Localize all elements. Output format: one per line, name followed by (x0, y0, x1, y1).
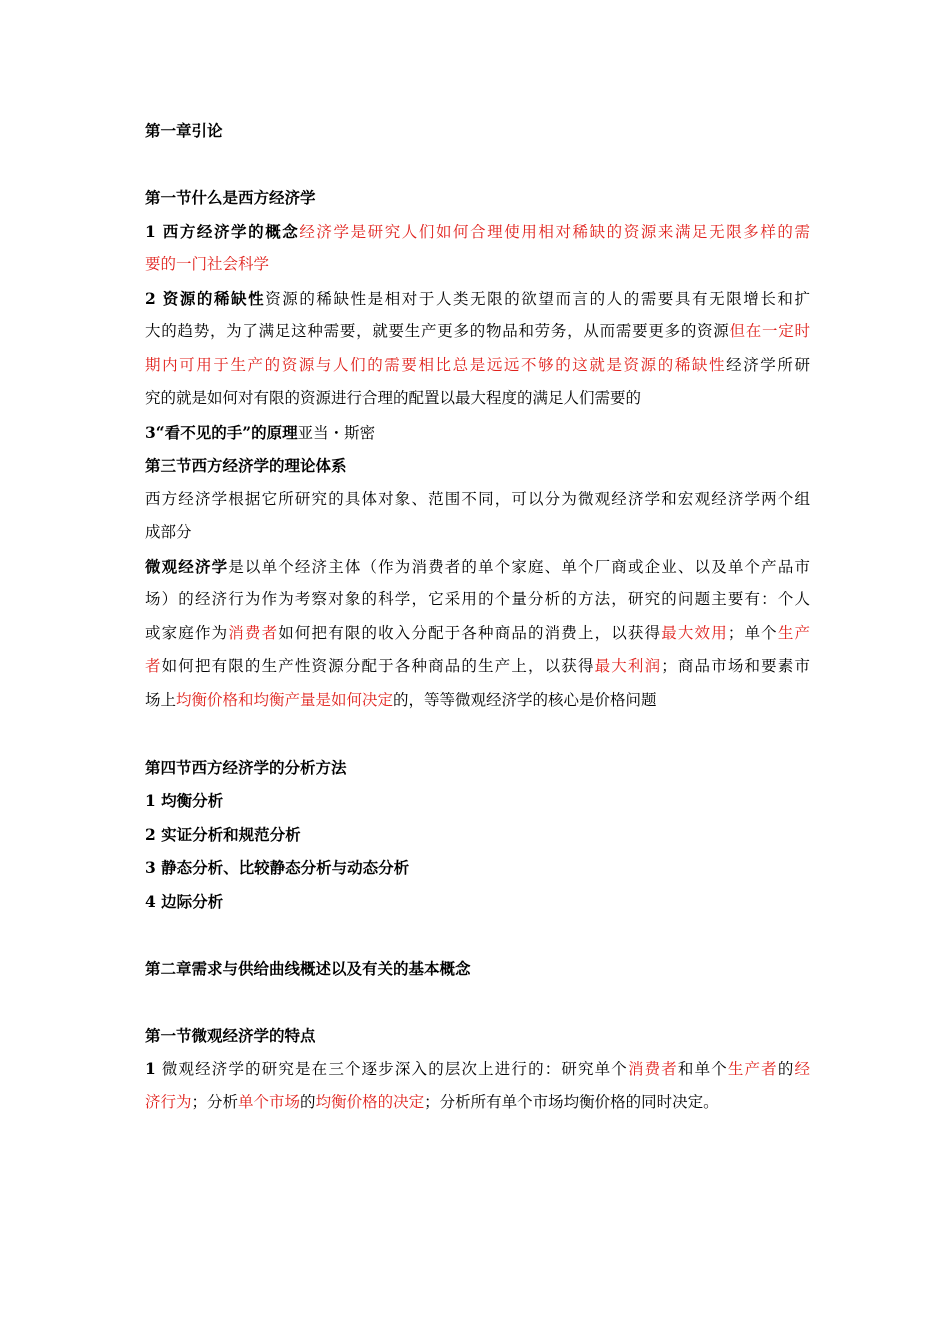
micro-highlight: 最大利润 (594, 657, 662, 675)
features-text: 和单个 (677, 1060, 728, 1078)
features-label: 1 (145, 1059, 156, 1078)
scarcity-paragraph-line-3 (145, 349, 810, 383)
features-text: 的 (777, 1060, 795, 1078)
features-highlight: 消费者 (627, 1060, 678, 1078)
micro-highlight: 最大效用 (661, 623, 728, 642)
micro-paragraph-line-3 (145, 617, 810, 651)
scarcity-text: 究的就是如何对有限的资源进行合理的配置以最大程度的满足人们需要的 (145, 389, 642, 407)
features-text: ；分析所有单个市场均衡价格的同时决定。 (424, 1092, 719, 1111)
theory-intro-line-2: 成部分 (145, 523, 192, 541)
ch2-section-1-title: 第一节微观经济学的特点 (145, 1025, 316, 1045)
scarcity-highlight: 期内可用于生产的资源与人们的需要相比总是远远不够的这就是资源的稀缺性 (145, 355, 727, 374)
features-highlight: 均衡价格的决定 (315, 1092, 425, 1111)
micro-paragraph-line-2: 场）的经济行为作为考察对象的科学，它采用的个量分析的方法，研究的问题主要有：个人 (145, 590, 810, 608)
invisible-hand-label: 3“看不见的手”的原理 (145, 422, 298, 442)
micro-paragraph-line-1 (145, 550, 810, 584)
method-item: 1 均衡分析 (145, 791, 224, 810)
scarcity-text: 经济学所研 (726, 355, 810, 374)
micro-text: 是以单个经济主体（作为消费者的单个家庭、单个厂商或企业、以及单个产品市 (228, 557, 810, 576)
micro-text: 如何把有限的生产性资源分配于各种商品的生产上，以获得 (161, 657, 595, 675)
micro-highlight: 者 (145, 657, 162, 675)
micro-text: 的，等等微观经济学的核心是价格问题 (393, 690, 657, 709)
scarcity-highlight: 但在一定时 (729, 322, 810, 340)
features-highlight: 生产者 (727, 1060, 778, 1078)
features-text: 的 (300, 1092, 316, 1111)
chapter-2-title: 第二章需求与供给曲线概述以及有关的基本概念 (145, 958, 471, 978)
method-item: 4 边际分析 (145, 891, 224, 911)
features-text: 微观经济学的研究是在三个逐步深入的层次上进行的：研究单个 (155, 1060, 628, 1078)
method-item: 2 实证分析和规范分析 (145, 824, 301, 844)
scarcity-paragraph-line-4 (145, 382, 810, 416)
section-1-title: 第一节什么是西方经济学 (145, 188, 316, 207)
method-item: 3 静态分析、比较静态分析与动态分析 (145, 858, 410, 877)
micro-paragraph-line-5 (145, 684, 810, 718)
concept-paragraph-line-2 (145, 248, 810, 282)
chapter-1-title: 第一章引论 (145, 121, 223, 140)
concept-definition-cont: 要的一门社会科学 (145, 255, 270, 273)
concept-paragraph-line-1 (145, 215, 810, 249)
section-3-title: 第三节西方经济学的理论体系 (145, 456, 347, 475)
micro-paragraph-line-4 (145, 650, 810, 684)
theory-intro-line-1: 西方经济学根据它所研究的具体对象、范围不同，可以分为微观经济学和宏观经济学两个组 (145, 489, 810, 508)
features-paragraph-line-1 (145, 1052, 810, 1086)
features-paragraph-line-2 (145, 1086, 810, 1120)
scarcity-label: 2 资源的稀缺性 (145, 288, 266, 308)
concept-label: 1 西方经济学的概念 (145, 221, 300, 241)
concept-definition: 经济学是研究人们如何合理使用相对稀缺的资源来满足无限多样的需 (299, 222, 810, 241)
features-highlight: 济行为 (145, 1092, 192, 1111)
section-4-title: 第四节西方经济学的分析方法 (145, 757, 347, 777)
features-highlight: 经 (794, 1060, 810, 1078)
micro-highlight: 均衡价格和均衡产量是如何决定 (176, 690, 394, 709)
micro-text: ；商品市场和要素市 (661, 657, 810, 675)
features-text: ；分析 (191, 1092, 239, 1111)
micro-label: 微观经济学 (145, 556, 229, 576)
scarcity-paragraph-line-1 (145, 282, 810, 316)
scarcity-paragraph-line-2 (145, 315, 810, 349)
invisible-hand-author: 亚当・斯密 (297, 423, 376, 442)
micro-text: ；单个 (727, 623, 778, 642)
document-page (145, 114, 810, 1119)
invisible-hand-line (145, 416, 810, 450)
scarcity-text: 大的趋势，为了满足这种需要，就要生产更多的物品和劳务，从而需要更多的资源 (145, 322, 730, 340)
micro-highlight: 生产 (777, 623, 810, 642)
micro-text: 或家庭作为 (145, 623, 229, 642)
micro-text: 如何把有限的收入分配于各种商品的消费上，以获得 (278, 623, 662, 642)
micro-text: 场上 (145, 690, 177, 709)
features-highlight: 单个市场 (238, 1092, 301, 1111)
scarcity-text: 资源的稀缺性是相对于人类无限的欲望而言的人的需要具有无限增长和扩 (265, 289, 810, 308)
micro-highlight: 消费者 (228, 623, 279, 642)
